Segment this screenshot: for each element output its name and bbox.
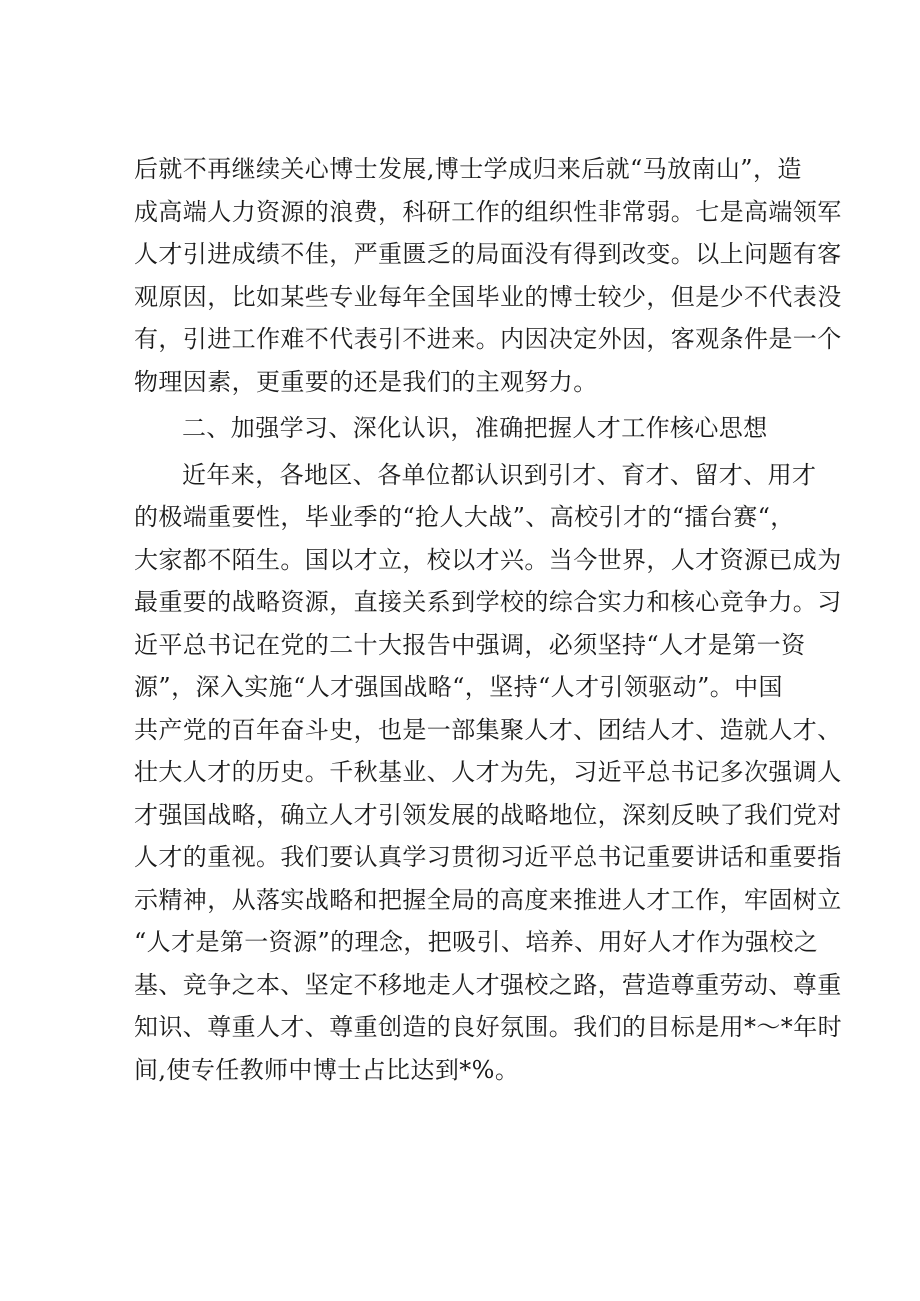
text-line: 才强国战略，确立人才引领发展的战略地位，深刻反映了我们党对 [134,800,842,829]
text-line: 的极端重要性，毕业季的“抢人大战”、高校引才的“擂台赛“， [134,503,795,531]
text-line: 共产党的百年奋斗史，也是一部集聚人才、团结人才、造就人才、 [134,715,842,744]
text-line: 示精神，从落实战略和把握全局的高度来推进人才工作，牢固树立 [134,885,842,914]
paragraph-talent [134,454,842,1092]
text-line: 近年来，各地区、各单位都认识到引才、育才、留才、用才 [182,460,817,489]
paragraph-continuation [134,148,842,403]
text-line: 近平总书记在党的二十大报告中强调，必须坚持“人才是第一资 [134,630,806,659]
document-body [134,148,842,1091]
text-line: 观原因，比如某些专业每年全国毕业的博士较少，但是少不代表没 [134,282,842,311]
text-line: 成高端人力资源的浪费，科研工作的组织性非常弱。七是高端领军 [134,197,842,226]
section-heading: 二、加强学习、深化认识，准确把握人才工作核心思想 [182,414,768,442]
text-line: 基、竞争之本、坚定不移地走人才强校之路，营造尊重劳动、尊重 [134,970,842,999]
text-line: 最重要的战略资源，直接关系到学校的综合实力和核心竞争力。习 [134,588,842,616]
text-line: 人才的重视。我们要认真学习贯彻习近平总书记重要讲话和重要指 [134,843,842,871]
text-line: 源”，深入实施“人才强国战略“，坚持“人才引领驱动”。中国 [134,673,783,701]
text-line: 知识、尊重人才、尊重创造的良好氛围。我们的目标是用*～*年时 [134,1013,842,1041]
text-line: 物理因素，更重要的还是我们的主观努力。 [134,367,598,396]
text-line: 有，引进工作难不代表引不进来。内因决定外因，客观条件是一个 [134,325,842,353]
text-line: 间,使专任教师中博士占比达到*%。 [134,1055,520,1084]
text-line: 人才引进成绩不佳，严重匮乏的局面没有得到改变。以上问题有客 [134,240,842,268]
text-line: “人才是第一资源”的理念，把吸引、培养、用好人才作为强校之 [134,928,819,956]
text-line: 大家都不陌生。国以才立，校以才兴。当今世界，人才资源已成为 [134,545,842,574]
text-line: 后就不再继续关心博士发展,博士学成归来后就“马放南山”，造 [134,155,802,183]
text-line: 壮大人才的历史。千秋基业、人才为先，习近平总书记多次强调人 [134,758,842,786]
